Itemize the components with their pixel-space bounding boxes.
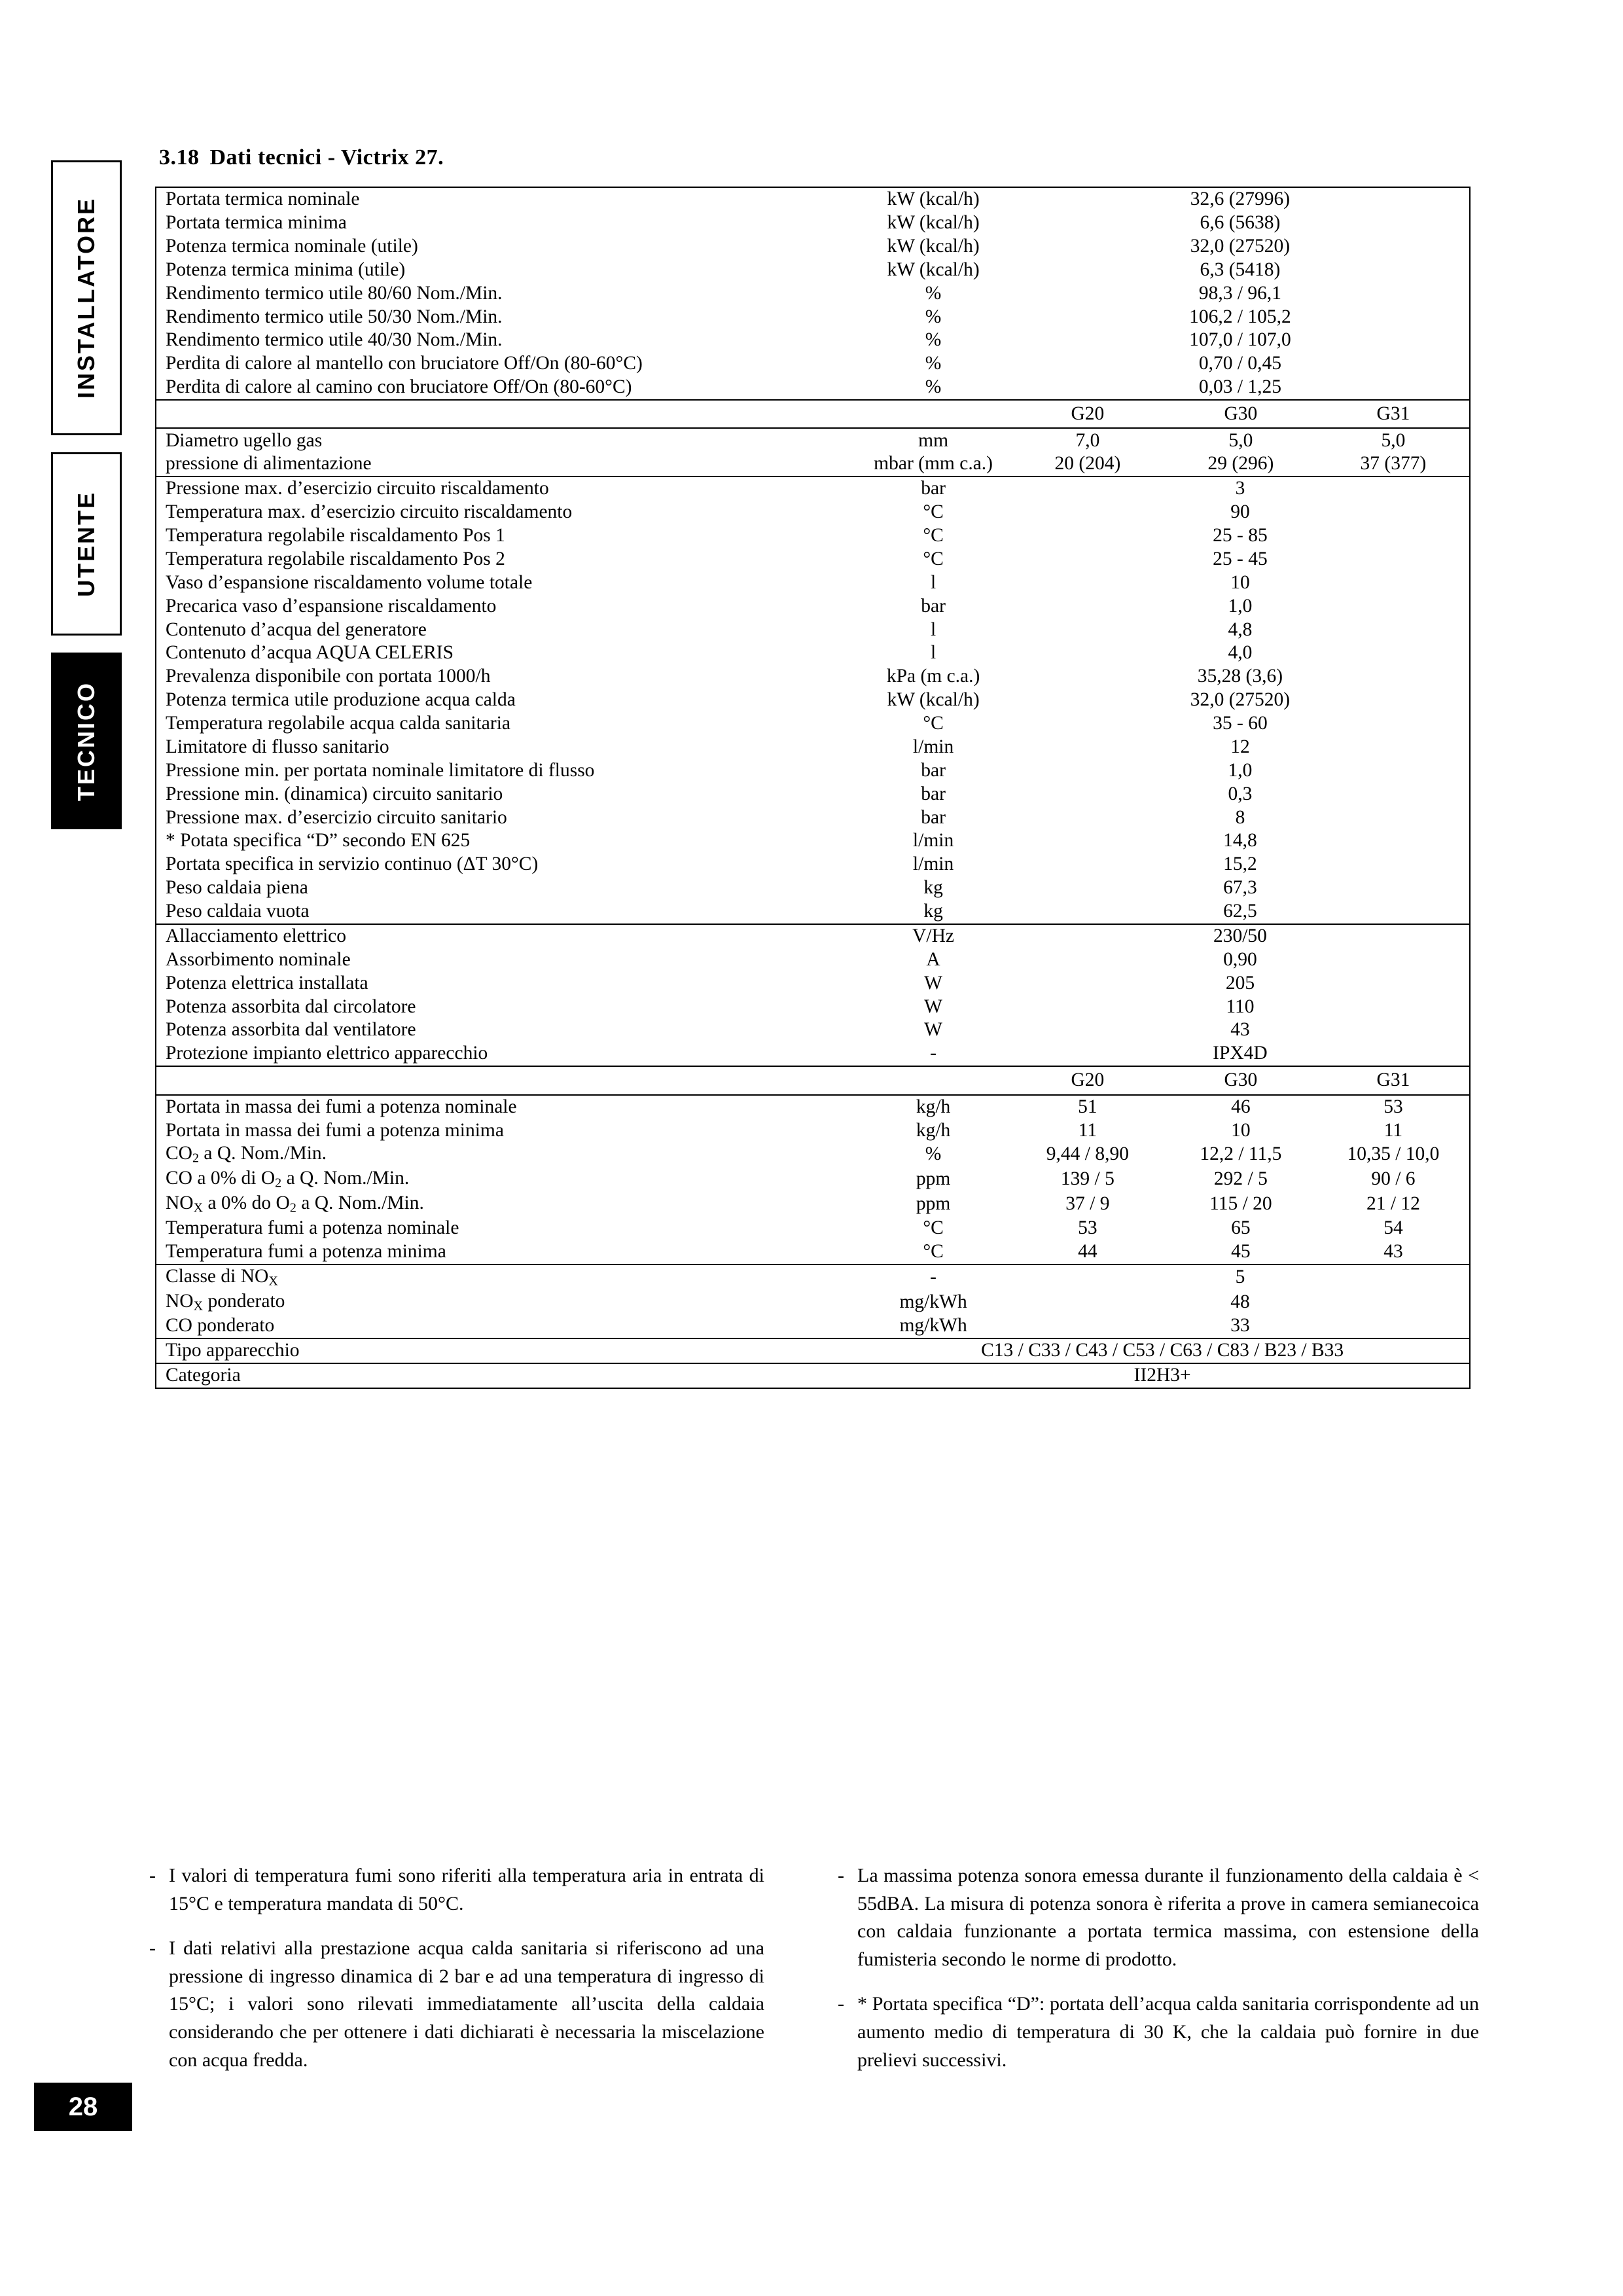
footnote-dash: -	[838, 1865, 844, 1886]
row-unit: %	[855, 376, 1011, 400]
table-row	[156, 376, 1470, 400]
row-label: Diametro ugello gas	[166, 429, 323, 451]
row-value: 1,0	[1228, 595, 1253, 617]
table-row	[156, 712, 1470, 736]
row-value: 43	[1230, 1019, 1250, 1041]
table-row	[156, 1217, 1470, 1240]
row-label: Precarica vaso d’espansione riscaldamento	[166, 595, 497, 617]
table-row	[156, 1289, 1470, 1314]
table-row	[156, 329, 1470, 352]
row-unit: -	[930, 1266, 936, 1287]
row-value-3: 90 / 6	[1371, 1168, 1416, 1190]
row-unit: W	[924, 996, 942, 1017]
row-value: 62,5	[1011, 900, 1470, 924]
table-row	[156, 948, 1470, 972]
row-value-3: 5,0	[1381, 429, 1406, 451]
row-label: Potenza elettrica installata	[166, 972, 368, 994]
row-unit: l	[930, 619, 936, 640]
table-row	[156, 305, 1470, 329]
row-label: Pressione max. d’esercizio circuito sanitario	[166, 806, 507, 828]
row-value: 4,8	[1228, 619, 1253, 640]
row-value-3: 43	[1317, 1240, 1470, 1265]
row-value-2: 65	[1231, 1217, 1251, 1238]
table-row	[156, 1042, 1470, 1066]
row-label: Contenuto d’acqua AQUA CELERIS	[166, 642, 454, 664]
gas-header-g20: G20	[1011, 400, 1164, 429]
row-value: 32,6 (27996)	[1190, 188, 1291, 210]
table-row	[156, 783, 1470, 806]
row-unit: l/min	[912, 853, 954, 875]
row-value-3: 53	[1383, 1096, 1403, 1117]
row-label: Temperatura regolabile riscaldamento Pos 2	[166, 548, 505, 569]
gas-header-blank-unit	[855, 400, 1011, 429]
row-value: 25 - 85	[1213, 525, 1268, 547]
row-value: II2H3+	[1133, 1365, 1191, 1386]
row-label: Temperatura regolabile riscaldamento Pos 1	[166, 525, 505, 547]
table-row	[156, 806, 1470, 829]
side-tab-label: UTENTE	[73, 491, 99, 597]
row-label: Classe di $NO_X$	[166, 1265, 278, 1289]
table-row	[156, 900, 1470, 924]
row-label: Peso caldaia piena	[166, 877, 308, 899]
row-value-1: 20 (204)	[1011, 452, 1164, 476]
row-value-1: 37 / 9	[1065, 1193, 1110, 1215]
row-value-2: 10	[1231, 1119, 1251, 1141]
row-label: Limitatore di flusso sanitario	[166, 736, 389, 757]
row-unit: kW (kcal/h)	[887, 259, 980, 280]
row-unit: °C	[855, 1240, 1011, 1265]
row-label: Portata in massa dei fumi a potenza nominale	[166, 1096, 517, 1117]
footnote-dash: -	[149, 1865, 156, 1886]
row-value: 10	[1230, 571, 1250, 593]
row-unit: V/Hz	[912, 925, 955, 946]
row-value: 14,8	[1223, 830, 1257, 852]
table-row	[156, 501, 1470, 524]
row-unit: W	[924, 972, 942, 994]
row-value-3: 10,35 / 10,0	[1347, 1143, 1440, 1165]
row-unit: kW (kcal/h)	[887, 212, 980, 234]
row-label: CO a 0% di $O_2$ a Q. Nom./Min.	[166, 1168, 410, 1191]
table-row	[156, 924, 1470, 948]
row-label: Potenza assorbita dal circolatore	[166, 996, 416, 1017]
row-value-1: 7,0	[1075, 429, 1100, 451]
row-label: Portata termica nominale	[166, 188, 360, 210]
table-row	[156, 1192, 1470, 1217]
row-value: 4,0	[1228, 642, 1253, 664]
table-row	[156, 548, 1470, 571]
row-value: 15,2	[1223, 853, 1257, 875]
table-row	[156, 1314, 1470, 1338]
row-value: 98,3 / 96,1	[1198, 282, 1282, 304]
row-unit: mm	[918, 429, 949, 451]
row-label: Rendimento termico utile 80/60 Nom./Min.	[166, 282, 503, 304]
row-value: 6,6 (5638)	[1200, 212, 1281, 234]
row-unit: bar	[921, 759, 946, 781]
row-value: 1,0	[1228, 759, 1253, 781]
row-unit: ppm	[916, 1168, 951, 1190]
row-label: Portata termica minima	[166, 212, 347, 234]
side-tab-installatore	[51, 160, 122, 435]
row-unit: -	[855, 1042, 1011, 1066]
row-value-1: 53	[1078, 1217, 1097, 1238]
table-row	[156, 1095, 1470, 1119]
row-label: pressione di alimentazione	[156, 452, 855, 476]
gas-header-g30: G30	[1164, 1066, 1317, 1095]
row-value: 3	[1235, 478, 1245, 499]
footnote-text: * Portata specifica “D”: portata dell’acqua calda sanitaria corrispondente ad un aumento medio di temperatura di 30 K, che la caldaia può fornire in due prelievi successivi.	[857, 1993, 1479, 2071]
row-value-3: 21 / 12	[1366, 1193, 1420, 1215]
row-label: Potenza termica nominale (utile)	[166, 235, 418, 257]
row-unit: °C	[923, 713, 944, 734]
table-row	[156, 452, 1470, 476]
row-label: Pressione max. d’esercizio circuito riscaldamento	[166, 478, 549, 499]
row-label: Portata specifica in servizio continuo (ΔT 30°C)	[166, 853, 539, 875]
gas-header-blank-unit	[855, 1066, 1011, 1095]
table-row	[156, 1338, 1470, 1363]
row-unit: bar	[921, 595, 946, 617]
footnote-text: I valori di temperatura fumi sono riferiti alla temperatura aria in entrata di 15°C e temperatura mandata di 50°C.	[169, 1865, 764, 1914]
footnote-dash: -	[838, 1993, 844, 2015]
row-unit: l	[930, 642, 936, 664]
side-tab-tecnico	[51, 653, 122, 829]
footnote-text: I dati relativi alla prestazione acqua calda sanitaria si riferiscono ad una pressione di ingresso dinamica di 2 bar e ad una temperatura di ingresso di 15°C; i valori sono rilevati immediatamente all’uscita della caldaia considerando che per ottenere i dati dichiarati è necessaria la miscelazione con acqua fredda.	[169, 1937, 764, 2071]
row-label: Prevalenza disponibile con portata 1000/h	[166, 666, 491, 687]
row-label: Categoria	[166, 1365, 241, 1386]
row-unit: kW (kcal/h)	[887, 689, 980, 711]
row-label: Potenza assorbita dal ventilatore	[166, 1019, 416, 1041]
row-unit: kg	[923, 877, 943, 899]
row-value: 0,03 / 1,25	[1011, 376, 1470, 400]
table-row	[156, 853, 1470, 876]
row-label: Tipo apparecchio	[156, 1338, 855, 1363]
row-unit: W	[924, 1019, 942, 1041]
technical-data-table	[155, 187, 1471, 1389]
footnote-item	[149, 1862, 764, 1918]
row-unit: bar	[921, 783, 946, 804]
row-unit: mg/kWh	[855, 1314, 1011, 1338]
gas-header-blank	[156, 1066, 855, 1095]
row-value-1: 139 / 5	[1060, 1168, 1115, 1190]
section-title: Dati tecnici - Victrix 27.	[209, 145, 444, 170]
table-row	[156, 1119, 1470, 1142]
row-value: IPX4D	[1011, 1042, 1470, 1066]
table-row	[156, 736, 1470, 759]
row-label: Pressione min. per portata nominale limitatore di flusso	[166, 759, 595, 781]
row-value: 0,70 / 0,45	[1198, 353, 1282, 374]
table-row	[156, 259, 1470, 282]
row-unit: l	[930, 571, 936, 593]
row-unit: ppm	[916, 1193, 951, 1215]
row-unit: l/min	[912, 830, 954, 852]
row-value: 12	[1230, 736, 1250, 757]
row-value: 230/50	[1213, 925, 1267, 946]
page-title	[159, 145, 444, 170]
row-unit: %	[925, 329, 942, 351]
row-label: Potenza termica utile produzione acqua calda	[166, 689, 516, 711]
page-number: 28	[34, 2083, 132, 2131]
footnote-dash: -	[149, 1937, 156, 1960]
table-row	[156, 995, 1470, 1018]
table-row	[156, 211, 1470, 235]
table-row	[156, 641, 1470, 665]
table-row	[156, 876, 1470, 900]
row-value-2: 292 / 5	[1213, 1168, 1268, 1190]
section-number: 3.18	[159, 145, 200, 170]
row-label: * Potata specifica “D” secondo EN 625	[166, 830, 471, 852]
table-row	[156, 972, 1470, 996]
gas-header-row	[156, 400, 1470, 429]
row-unit: %	[925, 306, 942, 327]
row-unit: kPa (m c.a.)	[886, 666, 980, 687]
row-label: Temperatura max. d’esercizio circuito riscaldamento	[166, 501, 573, 523]
table-row	[156, 1240, 1470, 1265]
row-unit: bar	[921, 478, 946, 499]
row-label: $NO_X$ a 0% do $O_2$ a Q. Nom./Min.	[166, 1193, 424, 1215]
side-tab-label: INSTALLATORE	[73, 197, 99, 399]
table-row	[156, 571, 1470, 595]
row-unit: °C	[923, 525, 944, 547]
row-unit: kW (kcal/h)	[887, 188, 980, 210]
row-value: 0,3	[1228, 783, 1253, 804]
row-value-1: 9,44 / 8,90	[1046, 1143, 1129, 1165]
row-value: 33	[1011, 1314, 1470, 1338]
row-value: 35 - 60	[1213, 713, 1268, 734]
table-row	[156, 689, 1470, 712]
side-tab-group	[51, 160, 131, 846]
side-tab-label: TECNICO	[73, 681, 99, 801]
row-label: Rendimento termico utile 40/30 Nom./Min.	[166, 329, 503, 351]
row-value: 67,3	[1223, 877, 1257, 899]
row-label: Pressione min. (dinamica) circuito sanitario	[166, 783, 503, 804]
row-value: 90	[1230, 501, 1250, 523]
footnotes-right	[838, 1862, 1479, 2091]
row-value-2: 45	[1164, 1240, 1317, 1265]
row-value-2: 46	[1231, 1096, 1251, 1117]
row-value-1: 11	[1078, 1119, 1097, 1141]
row-value-2: 115 / 20	[1209, 1193, 1272, 1215]
row-label: $NO_X$ ponderato	[166, 1290, 285, 1313]
row-value: 8	[1235, 806, 1245, 828]
table-row	[156, 618, 1470, 641]
row-value: 205	[1225, 972, 1255, 994]
gas-header-g31: G31	[1317, 400, 1470, 429]
row-label: Vaso d’espansione riscaldamento volume totale	[166, 571, 533, 593]
gas-header-g31: G31	[1317, 1066, 1470, 1095]
row-value: 35,28 (3,6)	[1197, 666, 1283, 687]
table-row	[156, 665, 1470, 689]
table-row	[156, 1142, 1470, 1167]
table-row	[156, 1265, 1470, 1290]
row-unit: °C	[923, 1217, 944, 1238]
row-label: Assorbimento nominale	[166, 948, 351, 970]
row-label: Temperatura fumi a potenza minima	[156, 1240, 855, 1265]
row-value: 32,0 (27520)	[1190, 235, 1291, 257]
footnotes-left	[149, 1862, 764, 2091]
row-label: Protezione impianto elettrico apparecchio	[156, 1042, 855, 1066]
row-label: Contenuto d’acqua del generatore	[166, 619, 427, 640]
row-value: 106,2 / 105,2	[1189, 306, 1291, 327]
row-value-3: 11	[1383, 1119, 1403, 1141]
gas-header-g30: G30	[1164, 400, 1317, 429]
gas-header-g20: G20	[1011, 1066, 1164, 1095]
row-value: 0,90	[1223, 948, 1257, 970]
row-unit: mbar (mm c.a.)	[855, 452, 1011, 476]
footnote-text: La massima potenza sonora emessa durante il funzionamento della caldaia è < 55dBA. La misura di potenza sonora è riferita a prove in camera semianecoica con caldaia funzionante a portata termica massima, con estensione della fumisteria secondo le norme di prodotto.	[857, 1865, 1479, 1970]
row-unit: %	[925, 1143, 942, 1165]
table-row	[156, 829, 1470, 853]
row-value: 48	[1230, 1291, 1250, 1312]
row-value-2: 29 (296)	[1164, 452, 1317, 476]
footnote-item	[149, 1935, 764, 2074]
row-value-3: 37 (377)	[1317, 452, 1470, 476]
row-label: Potenza termica minima (utile)	[166, 259, 406, 280]
table-row	[156, 282, 1470, 306]
row-value-1: 44	[1011, 1240, 1164, 1265]
row-value: C13 / C33 / C43 / C53 / C63 / C83 / B23 / B33	[855, 1338, 1470, 1363]
table-row	[156, 595, 1470, 619]
row-unit: kW (kcal/h)	[887, 235, 980, 257]
row-unit: kg	[855, 900, 1011, 924]
row-value-2: 12,2 / 11,5	[1200, 1143, 1282, 1165]
row-value: 110	[1226, 996, 1255, 1017]
table-row	[156, 1363, 1470, 1388]
row-value: 107,0 / 107,0	[1189, 329, 1291, 351]
table-row	[156, 187, 1470, 211]
row-label: Allacciamento elettrico	[166, 925, 347, 946]
row-value: 32,0 (27520)	[1190, 689, 1291, 711]
row-label: Rendimento termico utile 50/30 Nom./Min.	[166, 306, 503, 327]
footnote-item	[838, 1990, 1479, 2074]
row-value-3: 54	[1383, 1217, 1403, 1238]
gas-header-blank	[156, 400, 855, 429]
row-label: Perdita di calore al camino con bruciatore Off/On (80-60°C)	[156, 376, 855, 400]
row-label: CO ponderato	[156, 1314, 855, 1338]
row-label: Temperatura fumi a potenza nominale	[166, 1217, 459, 1238]
table-row	[156, 428, 1470, 452]
row-label: Portata in massa dei fumi a potenza minima	[166, 1119, 504, 1141]
row-unit: kg/h	[916, 1119, 951, 1141]
row-label: Perdita di calore al mantello con bruciatore Off/On (80-60°C)	[166, 353, 643, 374]
table-row	[156, 524, 1470, 548]
row-unit: %	[925, 282, 942, 304]
row-value-1: 51	[1078, 1096, 1097, 1117]
row-unit: kg/h	[916, 1096, 951, 1117]
table-row	[156, 1167, 1470, 1192]
row-value-2: 5,0	[1228, 429, 1253, 451]
row-unit: °C	[923, 548, 944, 569]
table-row	[156, 476, 1470, 501]
row-value: 5	[1235, 1266, 1245, 1287]
row-label: Peso caldaia vuota	[156, 900, 855, 924]
table-row	[156, 352, 1470, 376]
row-unit: %	[925, 353, 942, 374]
row-unit: l/min	[912, 736, 954, 757]
gas-header-row	[156, 1066, 1470, 1095]
row-label: Temperatura regolabile acqua calda sanitaria	[166, 713, 510, 734]
table-row	[156, 235, 1470, 259]
footnote-item	[838, 1862, 1479, 1973]
side-tab-utente	[51, 452, 122, 636]
row-value: 6,3 (5418)	[1200, 259, 1281, 280]
row-unit: A	[926, 948, 940, 970]
row-label: $CO_2$ a Q. Nom./Min.	[166, 1143, 327, 1166]
row-value: 25 - 45	[1213, 548, 1268, 569]
row-unit: bar	[921, 806, 946, 828]
table-row	[156, 759, 1470, 783]
row-unit: °C	[923, 501, 944, 523]
table-row	[156, 1018, 1470, 1042]
row-unit: mg/kWh	[899, 1291, 967, 1312]
